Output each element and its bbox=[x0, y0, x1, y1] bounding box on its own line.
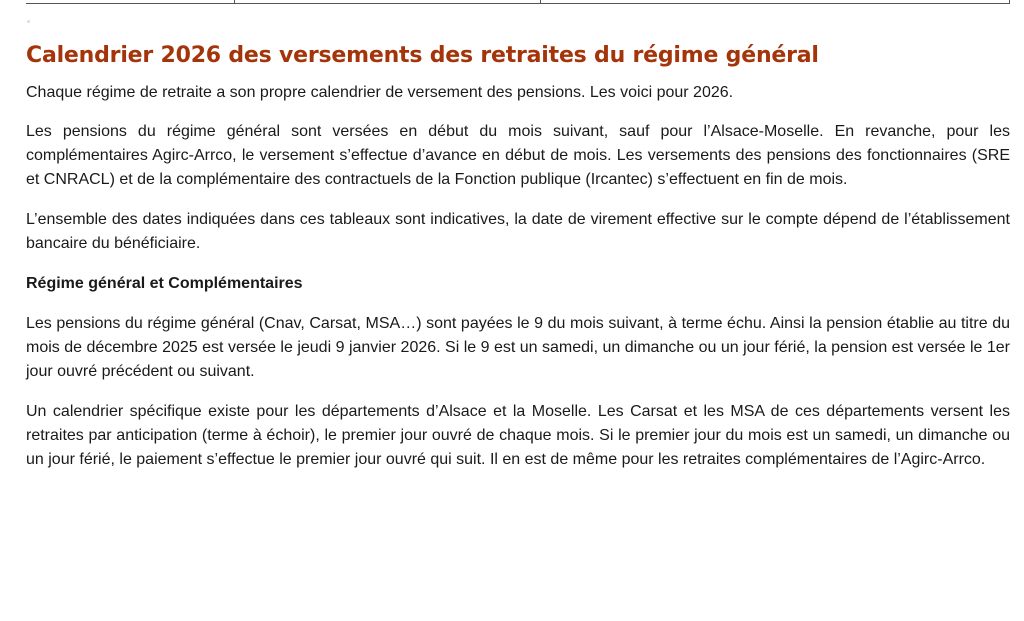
subsection-heading: Régime général et Complémentaires bbox=[26, 275, 303, 292]
previous-table-bottom-edge bbox=[26, 0, 1010, 4]
payment-schedule-paragraph: Les pensions du régime général sont versées en début du mois suivant, sauf pour l’Alsace-Moselle. En revanche, pour les complémentaires Agirc-Arrco, le versement s’effectue d’avance en début de mois. Les versements des pensions des fonctionnaires (SRE et CNRACL) et de la complémentaire des contractuels de la Fonction publique (Ircantec) s’effectuent en fin de mois. bbox=[26, 123, 1010, 188]
table-column-separator bbox=[540, 0, 541, 3]
alsace-moselle-paragraph: Un calendrier spécifique existe pour les départements d’Alsace et la Moselle. Les Carsat et les MSA de ces départements versent les retraites par anticipation (terme à échoir), le premier jour ouvré de chaque mois. Si le premier jour du mois est un samedi, un dimanche ou un jour férié, le paiement s’effectue le premier jour ouvré qui suit. Il en est de même pour les retraites complémentaires de l’Agirc-Arrco. bbox=[26, 403, 1010, 468]
table-column-separator bbox=[234, 0, 235, 3]
indicative-dates-paragraph: L’ensemble des dates indiquées dans ces tableaux sont indicatives, la date de virement effective sur le compte dépend de l’établissement bancaire du bénéficiaire. bbox=[26, 211, 1010, 252]
general-regime-paragraph: Les pensions du régime général (Cnav, Carsat, MSA…) sont payées le 9 du mois suivant, à terme échu. Ainsi la pension établie au titre du mois de décembre 2025 est versée le jeudi 9 janvier 2026. Si le 9 est un samedi, un dimanche ou un jour férié, la pension est versée le 1er jour ouvré précédent ou suivant. bbox=[26, 315, 1010, 380]
table-column-separator bbox=[1009, 0, 1010, 3]
intro-paragraph: Chaque régime de retraite a son propre calendrier de versement des pensions. Les voici pour 2026. bbox=[26, 84, 734, 101]
section-heading: Calendrier 2026 des versements des retraites du régime général bbox=[26, 43, 819, 68]
decorative-dot bbox=[27, 20, 30, 23]
article-content bbox=[26, 40, 1010, 488]
